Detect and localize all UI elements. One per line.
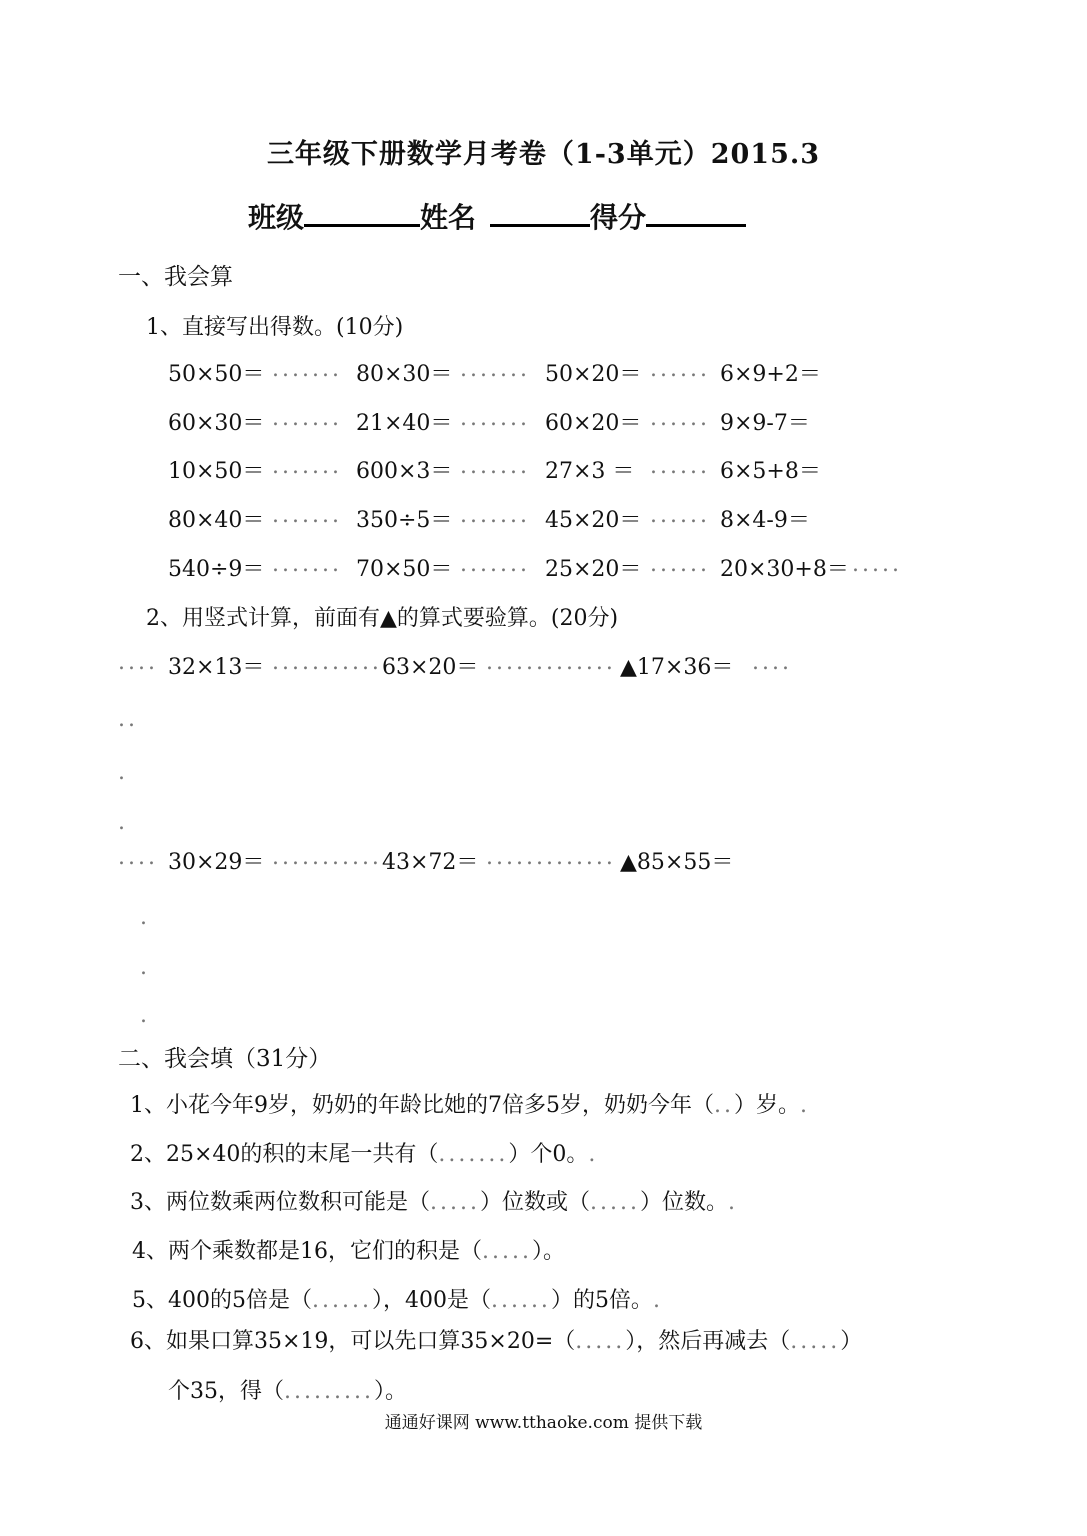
fill-blank[interactable]: ..... <box>790 1329 841 1354</box>
calc-r5-c1: 540÷9＝ <box>168 557 265 582</box>
page-title: 三年级下册数学月考卷（1-3单元）2015.3 <box>266 139 821 170</box>
fill-blank[interactable]: ..... <box>575 1329 626 1354</box>
name-label: 姓名 <box>420 201 477 234</box>
calc-r4-c4: 8×4-9＝ <box>720 508 810 533</box>
calc-r5-c3: 25×20＝ <box>545 557 642 582</box>
question-1-1-label: 1、直接写出得数。(10分) <box>146 315 404 340</box>
fill-blank[interactable]: .. <box>714 1093 734 1118</box>
fill-blank[interactable]: ..... <box>482 1239 532 1264</box>
fill-question-4: 4、两个乘数都是16，它们的积是（.....）。 <box>132 1239 565 1264</box>
fill-blank[interactable]: ..... <box>589 1190 640 1215</box>
class-blank[interactable] <box>304 198 420 227</box>
calc-r4-c3: 45×20＝ <box>545 508 642 533</box>
calc-r4-c2: 350÷5＝ <box>356 508 453 533</box>
name-blank[interactable] <box>490 198 590 227</box>
fill-question-6-cont: 个35，得（.........）。 <box>168 1379 407 1404</box>
calc-r2-c4: 9×9-7＝ <box>720 411 810 436</box>
vcalc-r2-c3: ▲85×55＝ <box>620 850 734 875</box>
fill-question-3: 3、两位数乘两位数积可能是（.....）位数或（.....）位数。. <box>130 1190 738 1215</box>
vcalc-r1-c2: 63×20＝ <box>382 655 479 680</box>
section-2-heading: 二、我会填（31分） <box>118 1046 332 1072</box>
calc-r3-c1: 10×50＝ <box>168 459 265 484</box>
calc-r2-c3: 60×20＝ <box>545 411 642 436</box>
header-fields <box>248 196 746 236</box>
calc-r2-c2: 21×40＝ <box>356 411 453 436</box>
class-label: 班级 <box>248 201 305 234</box>
fill-blank[interactable]: ...... <box>312 1288 372 1313</box>
calc-r3-c4: 6×5+8＝ <box>720 459 821 484</box>
fill-question-1: 1、小花今年9岁，奶奶的年龄比她的7倍多5岁，奶奶今年（..）岁。. <box>130 1093 811 1118</box>
footer-credit: 通通好课网 www.tthaoke.com 提供下载 <box>384 1413 703 1433</box>
calc-r1-c1: 50×50＝ <box>168 362 265 387</box>
vcalc-r2-c2: 43×72＝ <box>382 850 479 875</box>
fill-question-2: 2、25×40的积的末尾一共有（.......）个0。. <box>130 1142 599 1167</box>
calc-r1-c2: 80×30＝ <box>356 362 453 387</box>
calc-r5-c2: 70×50＝ <box>356 557 453 582</box>
score-blank[interactable] <box>646 198 746 227</box>
vcalc-r1-c1: 32×13＝ <box>168 655 265 680</box>
score-label: 得分 <box>590 201 647 234</box>
calc-r2-c1: 60×30＝ <box>168 411 265 436</box>
calc-r3-c2: 600×3＝ <box>356 459 453 484</box>
question-1-2-label: 2、用竖式计算，前面有▲的算式要验算。(20分) <box>146 606 619 631</box>
vcalc-r1-c3: ▲17×36＝ <box>620 655 734 680</box>
calc-r1-c4: 6×9+2＝ <box>720 362 821 387</box>
fill-question-5: 5、400的5倍是（......），400是（......）的5倍。. <box>132 1288 663 1313</box>
fill-blank[interactable]: ...... <box>490 1288 551 1313</box>
fill-blank[interactable]: ....... <box>438 1142 509 1167</box>
calc-r4-c1: 80×40＝ <box>168 508 265 533</box>
vcalc-r2-c1: 30×29＝ <box>168 850 265 875</box>
calc-r3-c3: 27×3 ＝ <box>545 459 635 484</box>
fill-blank[interactable]: ..... <box>430 1190 480 1215</box>
fill-question-6: 6、如果口算35×19，可以先口算35×20=（.....），然后再减去（.....） <box>130 1329 863 1354</box>
calc-r1-c3: 50×20＝ <box>545 362 642 387</box>
section-1-heading: 一、我会算 <box>118 264 233 290</box>
fill-blank[interactable]: ......... <box>284 1379 374 1404</box>
calc-r5-c4: 20×30+8＝ <box>720 557 849 582</box>
